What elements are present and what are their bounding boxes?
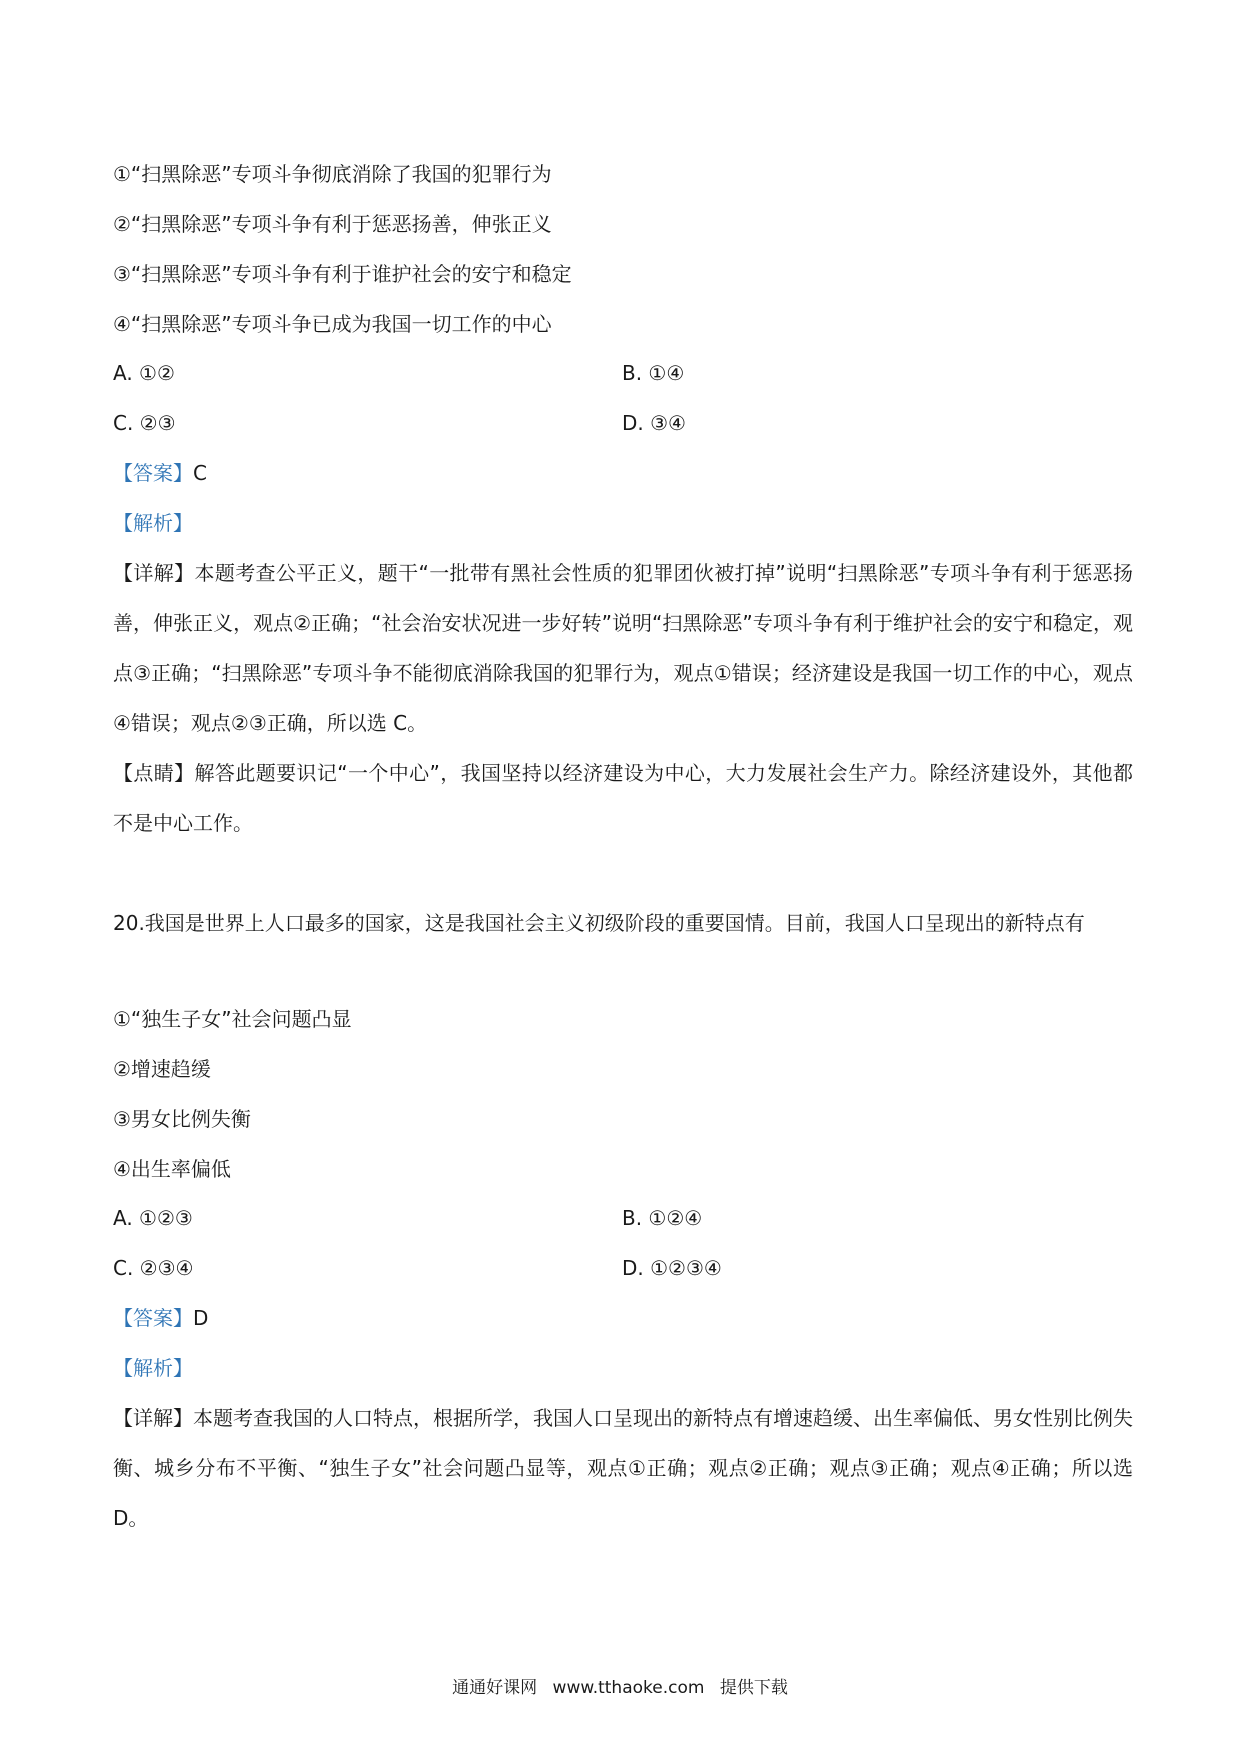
q20-detail (113, 1393, 1133, 1543)
q20-option-c: C. ②③④ (113, 1256, 194, 1280)
q19-answer-tag: 【答案】 (113, 461, 193, 485)
q20-stem: 20.我国是世界上人口最多的国家，这是我国社会主义初级阶段的重要国情。目前，我国人口呈现出的新特点有 (113, 911, 1085, 935)
q19-statement-2: ②“扫黑除恶”专项斗争有利于惩恶扬善，伸张正义 (113, 212, 552, 236)
q20-answer (113, 1304, 208, 1332)
q20-options-row-2 (113, 1254, 1133, 1282)
q20-statement-4: ④出生率偏低 (113, 1157, 231, 1181)
q19-tip-tag: 【点睛】 (113, 761, 195, 785)
q20-statement-1: ①“独生子女”社会问题凸显 (113, 1007, 352, 1031)
q20-answer-tag: 【答案】 (113, 1306, 193, 1330)
q19-option-c: C. ②③ (113, 411, 176, 435)
q20-option-b: B. ①②④ (622, 1206, 703, 1230)
q19-statement-3: ③“扫黑除恶”专项斗争有利于谁护社会的安宁和稳定 (113, 262, 572, 286)
footer-site-name: 通通好课网 (452, 1678, 538, 1698)
q20-detail-tag: 【详解】 (113, 1406, 193, 1430)
q19-detail-tag: 【详解】 (113, 561, 195, 585)
q19-option-a: A. ①② (113, 361, 175, 385)
footer-download: 提供下载 (719, 1678, 788, 1698)
q20-statement-2: ②增速趋缓 (113, 1057, 211, 1081)
q19-tip-text: 解答此题要识记“一个中心”，我国坚持以经济建设为中心，大力发展社会生产力。除经济建设外，其他都不是中心工作。 (113, 761, 1133, 835)
q20-answer-value: D (193, 1306, 209, 1330)
q20-statement-3: ③男女比例失衡 (113, 1107, 251, 1131)
q19-statement-4: ④“扫黑除恶”专项斗争已成为我国一切工作的中心 (113, 312, 552, 336)
q20-option-d: D. ①②③④ (622, 1256, 722, 1280)
q19-detail (113, 548, 1133, 748)
q20-options-row-1 (113, 1204, 1133, 1232)
q19-answer (113, 459, 207, 487)
q20-detail-text: 本题考查我国的人口特点，根据所学，我国人口呈现出的新特点有增速趋缓、出生率偏低、男女性别比例失衡、城乡分布不平衡、“独生子女”社会问题凸显等，观点①正确；观点②正确；观点③正确；观点④正确；所以选 D。 (113, 1406, 1133, 1530)
q19-tip (113, 748, 1133, 848)
footer-url[interactable]: www.tthaoke.com (552, 1678, 705, 1698)
q20-option-a: A. ①②③ (113, 1206, 193, 1230)
q19-detail-text: 本题考查公平正义，题干“一批带有黑社会性质的犯罪团伙被打掉”说明“扫黑除恶”专项斗争有利于惩恶扬善，伸张正义，观点②正确；“社会治安状况进一步好转”说明“扫黑除恶”专项斗争有利于维护社会的安宁和稳定，观点③正确；“扫黑除恶”专项斗争不能彻底消除我国的犯罪行为，观点①错误；经济建设是我国一切工作的中心，观点④错误；观点②③正确，所以选 C。 (113, 561, 1134, 735)
q19-analysis-tag: 【解析】 (113, 511, 193, 535)
page-footer (0, 1676, 1240, 1700)
q19-statement-1: ①“扫黑除恶”专项斗争彻底消除了我国的犯罪行为 (113, 162, 552, 186)
q19-options-row-2 (113, 409, 1133, 437)
q19-option-b: B. ①④ (622, 361, 685, 385)
q19-options-row-1 (113, 359, 1133, 387)
q20-analysis-tag: 【解析】 (113, 1356, 193, 1380)
q19-option-d: D. ③④ (622, 411, 686, 435)
q19-answer-value: C (193, 461, 207, 485)
